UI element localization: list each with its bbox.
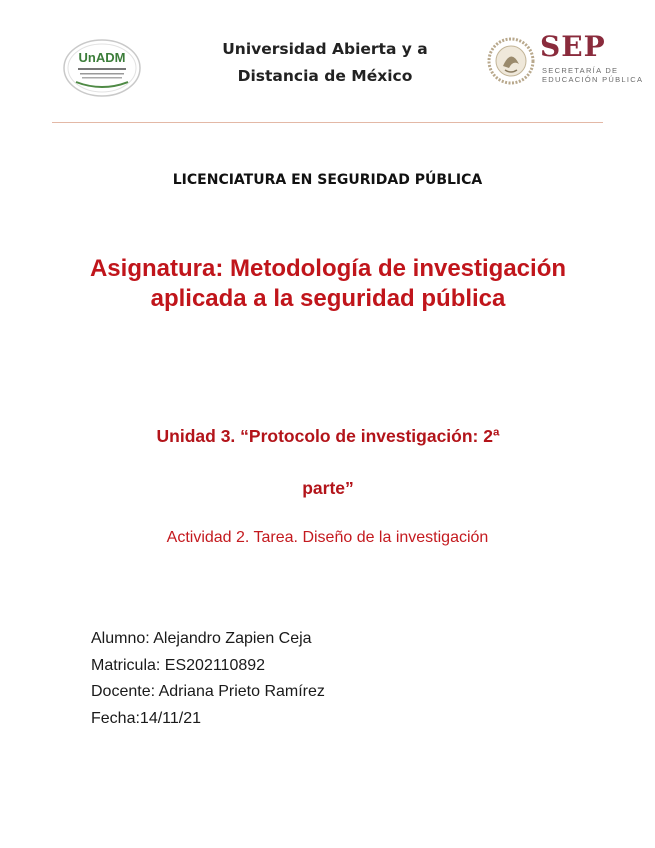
sep-subtitle-line2: EDUCACIÓN PÚBLICA [542,75,644,84]
mexico-seal-icon [487,34,535,88]
student-info [91,626,325,732]
institution-name [170,36,480,90]
unadm-logo [62,38,142,98]
submission-date: Fecha:14/11/21 [91,709,202,727]
sep-subtitle-line1: SECRETARÍA DE [542,66,619,75]
header-divider [52,122,603,123]
unit-title-line1: Unidad 3. “Protocolo de investigación: 2ª [156,426,500,446]
institution-name-line2: Distancia de México [237,67,413,85]
svg-text:UnADM: UnADM [78,50,126,65]
teacher-name: Docente: Adriana Prieto Ramírez [91,683,325,700]
subject-title: Asignatura: Metodología de investigación aplicada a la seguridad pública [89,255,567,312]
unit-title-line2: parte” [302,478,354,498]
institution-name-line1: Universidad Abierta y a [222,40,428,58]
sep-subtitle [542,66,643,84]
student-id: Matricula: ES202110892 [91,656,266,674]
unit-title [88,410,568,514]
activity-title: Actividad 2. Tarea. Diseño de la investigación [166,529,489,546]
degree-title: LICENCIATURA EN SEGURIDAD PÚBLICA [172,172,483,188]
student-name: Alumno: Alejandro Zapien Ceja [91,630,312,647]
sep-logo-text: SEP [540,30,606,63]
